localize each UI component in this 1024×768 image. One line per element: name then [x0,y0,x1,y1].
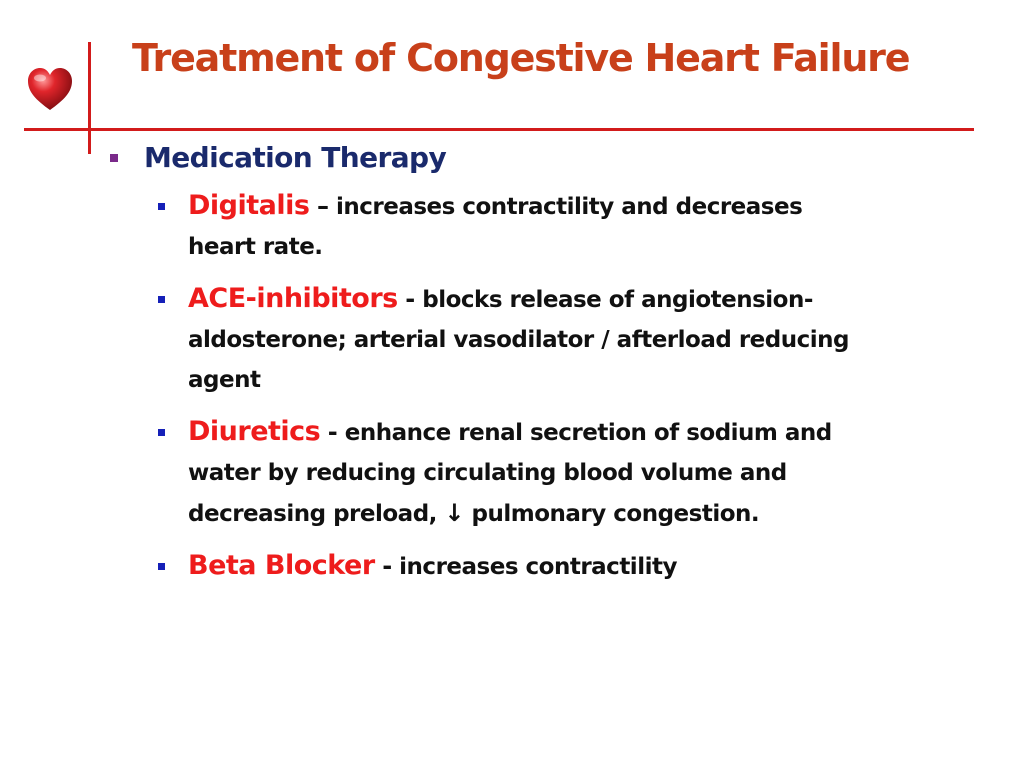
bullet-square-icon [158,563,165,570]
bullet-square-icon [158,203,165,210]
medication-list [108,186,988,587]
bullet-medication-therapy [108,138,988,178]
heart-icon [26,66,74,112]
medication-description: blocks release of angiotension-aldosterone; arterial vasodilator / afterload reducing agent [188,287,849,393]
term-separator: – [316,192,329,220]
medication-term: Digitalis [188,190,310,221]
medication-description: increases contractility [399,554,677,580]
list-item-digitalis [108,186,868,267]
medication-description: increases contractility and decreases heart rate. [188,194,803,260]
list-item-diuretics [108,412,868,534]
section-heading: Medication Therapy [144,141,447,174]
list-item-ace-inhibitors [108,279,868,400]
bullet-square-icon [158,296,165,303]
medication-description-after: pulmonary congestion. [471,501,760,527]
bullet-square-icon [110,154,118,162]
medication-description: enhance renal secretion of sodium and water by reducing circulating blood volume and decreasing preload, [188,420,832,527]
bullet-square-icon [158,429,165,436]
horizontal-rule [24,128,974,131]
medication-term: ACE-inhibitors [188,283,398,314]
vertical-rule [88,42,91,154]
medication-term: Beta Blocker [188,550,375,581]
list-item-beta-blocker [108,546,868,587]
slide-title: Treatment of Congestive Heart Failure [132,36,910,80]
arrow-down-icon: ↓ [444,499,465,527]
term-separator: - [382,552,392,580]
term-separator: - [405,285,415,313]
slide-content [108,138,988,599]
medication-term: Diuretics [188,416,321,447]
term-separator: - [327,418,338,446]
